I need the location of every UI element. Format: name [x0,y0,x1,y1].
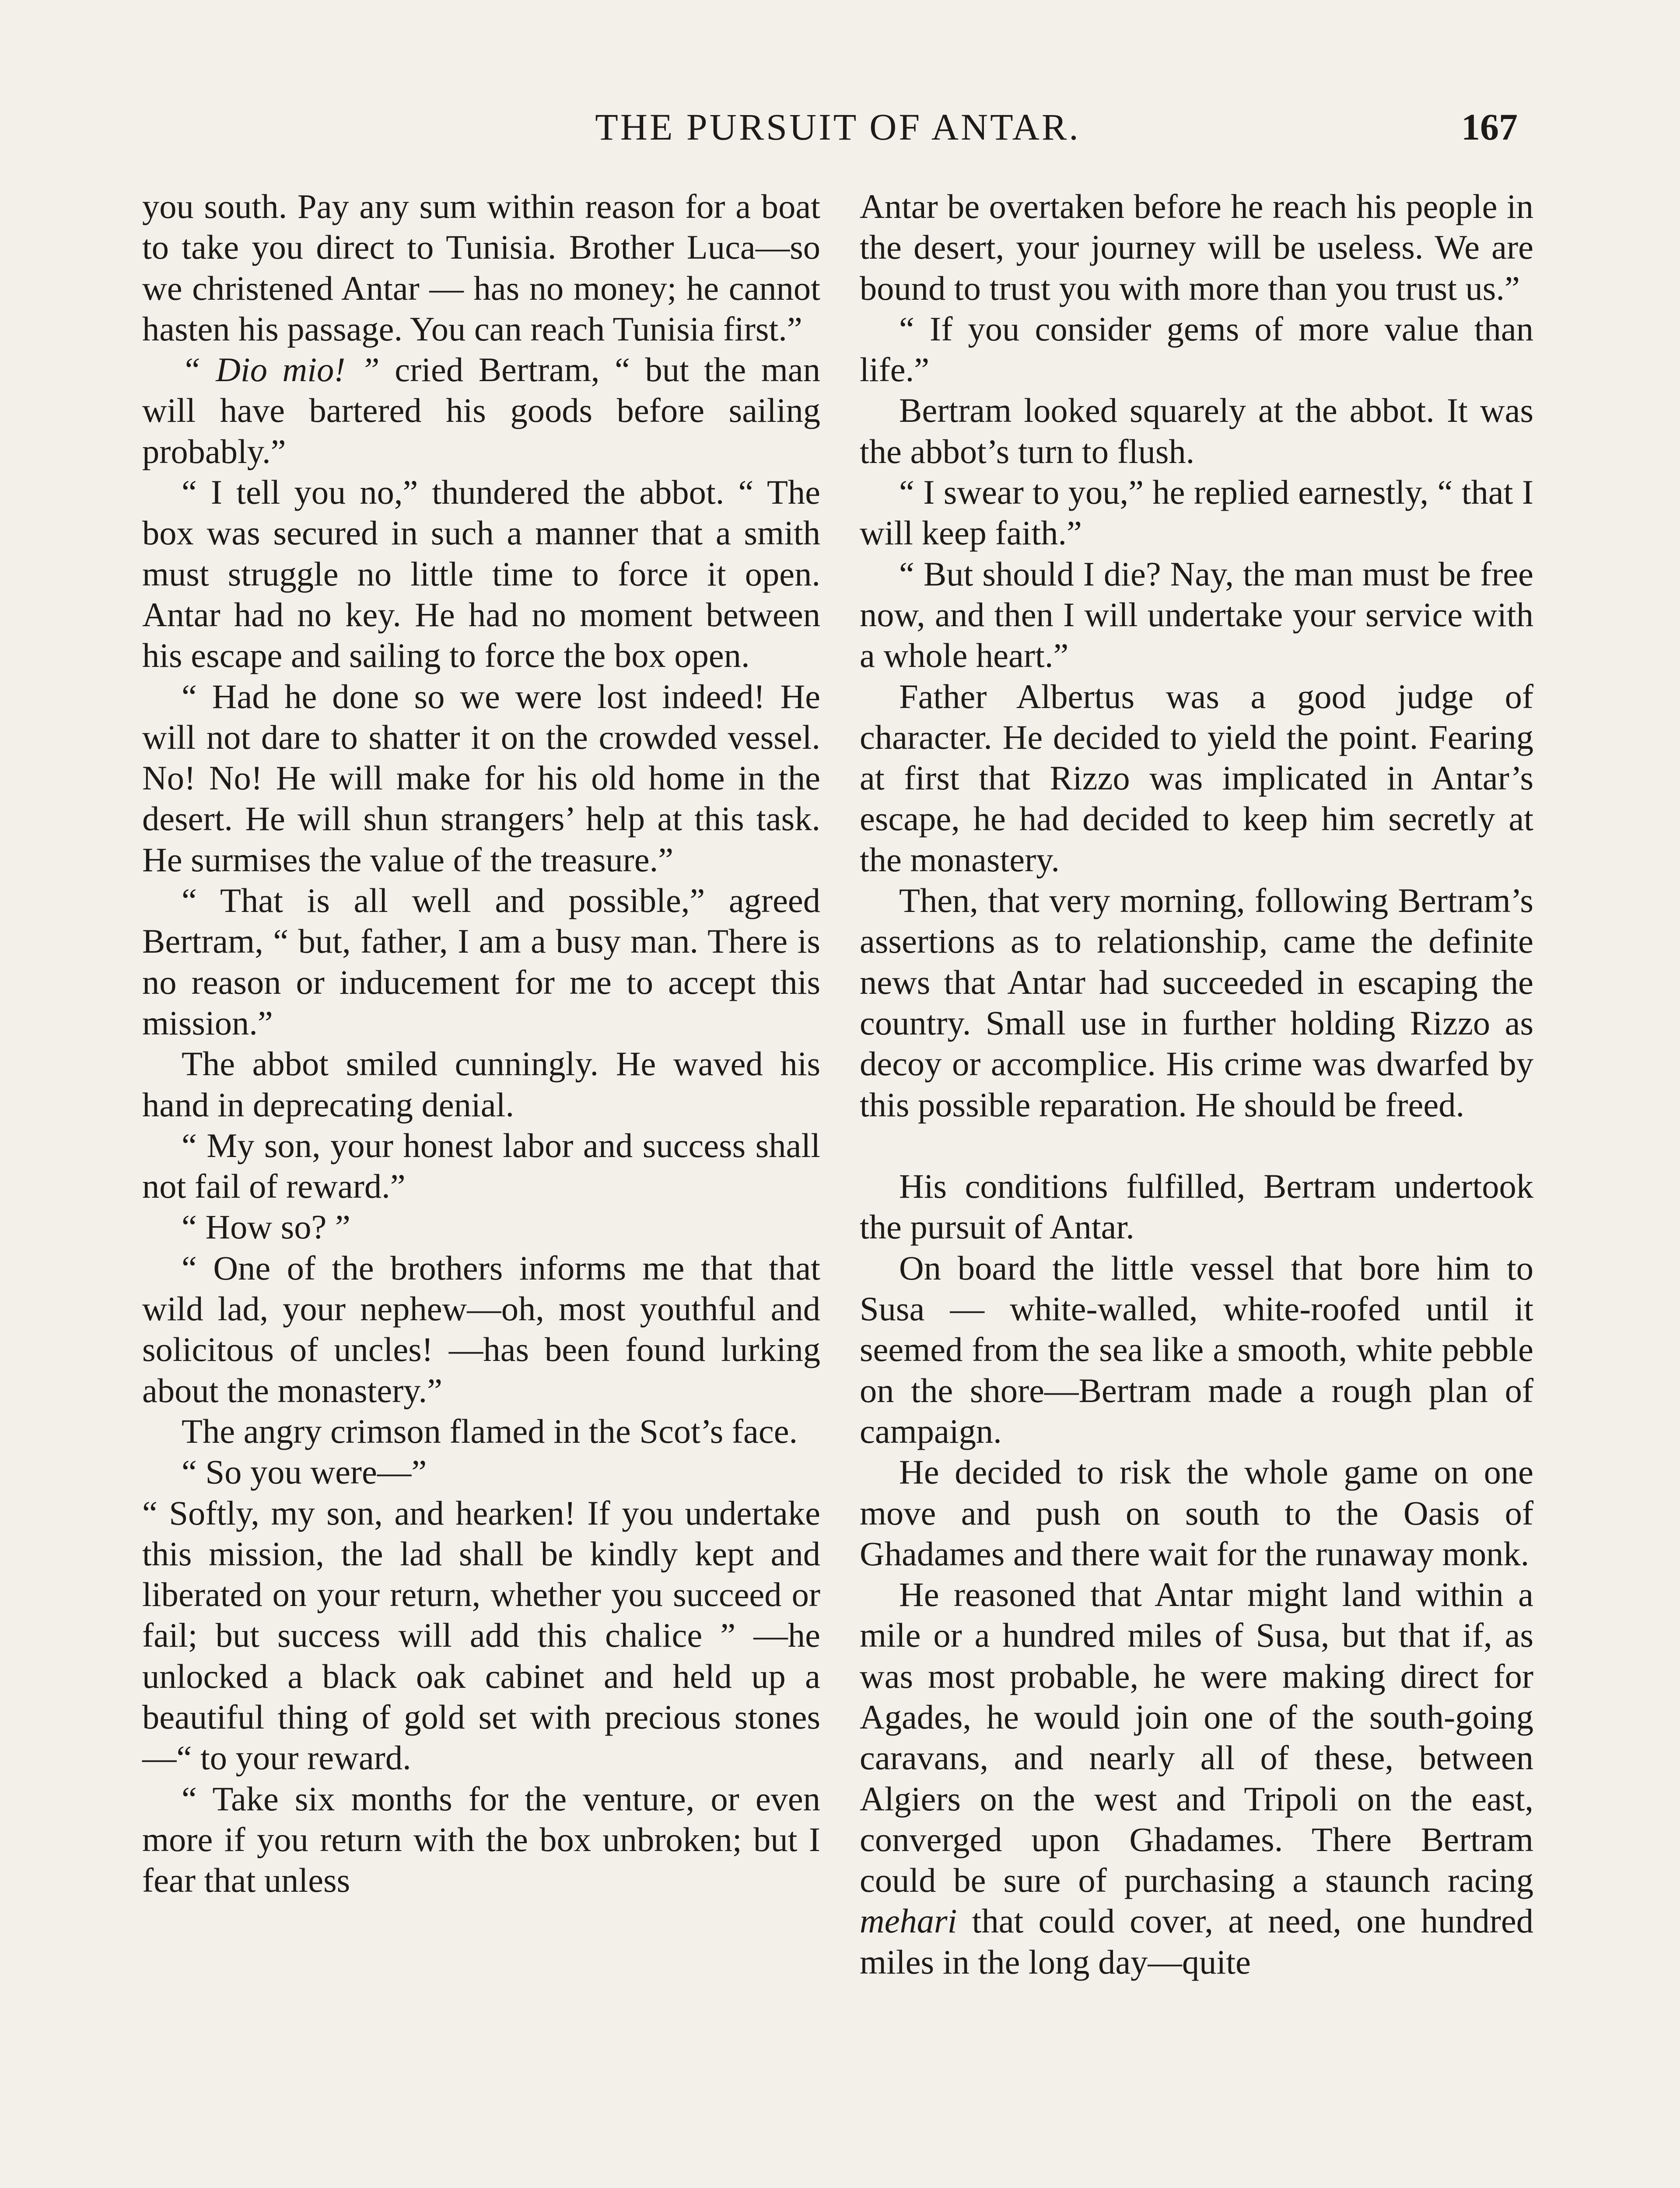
paragraph-text: Antar be overtaken before he reach his people in the desert, your journey will be useless. We are bound to trust you with more than you trust us.” [860,187,1533,307]
paragraph-text: “ Softly, my son, and hearken! If you undertake this mission, the lad shall be kindly kept and liberated on your return, whether you succeed or fail; but success will add this chalice ” —he unlocked a black oak cabinet and held up a beautiful thing of gold set with precious stones—“ to your reward. [142,1494,820,1777]
paragraph [860,676,1533,880]
right-text-column [860,186,1533,1982]
paragraph-text: “ Take six months for the venture, or even more if you return with the box unbroken; but I fear that unless [142,1779,820,1900]
paragraph [860,1574,1533,1982]
paragraph-text: you south. Pay any sum within reason for a boat to take you direct to Tunisia. Brother Luca—so we christened Antar — has no money; he cannot hasten his passage. You can reach Tunisia first.” [142,187,820,348]
running-title: THE PURSUIT OF ANTAR. [595,106,1081,148]
paragraph [142,1411,820,1452]
italic-word: mehari [860,1902,957,1940]
paragraph [142,1043,820,1125]
paragraph [860,309,1533,390]
paragraph-text: He decided to risk the whole game on one move and push on south to the Oasis of Ghadames and there wait for the runaway monk. [860,1453,1533,1573]
paragraph-text: Then, that very morning, following Bertram’s assertions as to relationship, came the definite news that Antar had succeeded in escaping the country. Small use in further holding Rizzo as decoy or accomplice. His crime was dwarfed by this possible reparation. He should be freed. [860,881,1533,1124]
paragraph [142,349,820,472]
paragraph [860,186,1533,309]
paragraph [860,880,1533,1125]
paragraph-text: “ I swear to you,” he replied earnestly, “ that I will keep faith.” [860,473,1533,552]
paragraph-text: On board the little vessel that bore him to Susa — white-walled, white-roofed until it seemed from the sea like a smooth, white pebble on the shore—Bertram made a rough plan of campaign. [860,1248,1533,1450]
paragraph [860,390,1533,472]
paragraph [142,1248,820,1411]
paragraph-text: cried Bertram, “ but the man will have bartered his goods before sailing probably.” [142,351,820,470]
paragraph [142,880,820,1043]
paragraph [142,472,820,676]
paragraph [860,1452,1533,1574]
paragraph-text: “ My son, your honest labor and success shall not fail of reward.” [142,1126,820,1206]
paragraph-text: “ So you were—” [182,1453,427,1491]
paragraph-text: “ But should I die? Nay, the man must be free now, and then I will undertake your service with a whole heart.” [860,554,1533,675]
page-number: 167 [1461,106,1518,148]
paragraph-text: His conditions fulfilled, Bertram undertook the pursuit of Antar. [860,1167,1533,1246]
paragraph [142,1125,820,1207]
paragraph [142,1206,820,1247]
paragraph-text: “ If you consider gems of more value than life.” [860,309,1533,389]
paragraph-text: Bertram looked squarely at the abbot. It was the abbot’s turn to flush. [860,391,1533,470]
paragraph [142,1493,820,1778]
paragraph [860,1166,1533,1248]
paragraph [142,1452,820,1492]
paragraph [142,1778,820,1901]
paragraph-text: Father Albertus was a good judge of character. He decided to yield the point. Fearing at first that Rizzo was implicated in Antar’s escape, he had decided to keep him secretly at the monastery. [860,677,1533,879]
paragraph [142,186,820,349]
paragraph [860,1248,1533,1452]
paragraph-text: “ That is all well and possible,” agreed Bertram, “ but, father, I am a busy man. There is no reason or inducement for me to accept this mission.” [142,881,820,1042]
italic-phrase: “ Dio mio! ” [182,351,380,389]
paragraph [860,554,1533,676]
paragraph-text: “ Had he done so we were lost indeed! He will not dare to shatter it on the crowded vessel. No! No! He will make for his old home in the desert. He will shun strangers’ help at this task. He surmises the value of the treasure.” [142,677,820,879]
paragraph-text: “ How so? ” [182,1208,350,1246]
paragraph [860,472,1533,554]
left-text-column [142,186,820,1900]
paragraph-text: “ I tell you no,” thundered the abbot. “ The box was secured in such a manner that a smith must struggle no little time to force it open. Antar had no key. He had no moment between his escape and sailing to force the box open. [142,473,820,675]
paragraph-text: “ One of the brothers informs me that that wild lad, your nephew—oh, most youthful and solicitous of uncles! —has been found lurking about the monastery.” [142,1248,820,1410]
paragraph [142,676,820,880]
paragraph-text: that could cover, at need, one hundred miles in the long day—quite [860,1902,1533,1981]
running-header [0,103,1680,155]
paragraph-text: The abbot smiled cunningly. He waved his hand in deprecating denial. [142,1045,820,1124]
paragraph-text: He reasoned that Antar might land within a mile or a hundred miles of Susa, but that if, as was most probable, he were making direct for Agades, he would join one of the south-going caravans, and nearly all of these, between Algiers on the west and Tripoli on the east, converged upon Ghadames. There Bertram could be sure of purchasing a staunch racing [860,1575,1533,1900]
paragraph-text: The angry crimson flamed in the Scot’s face. [182,1412,798,1450]
